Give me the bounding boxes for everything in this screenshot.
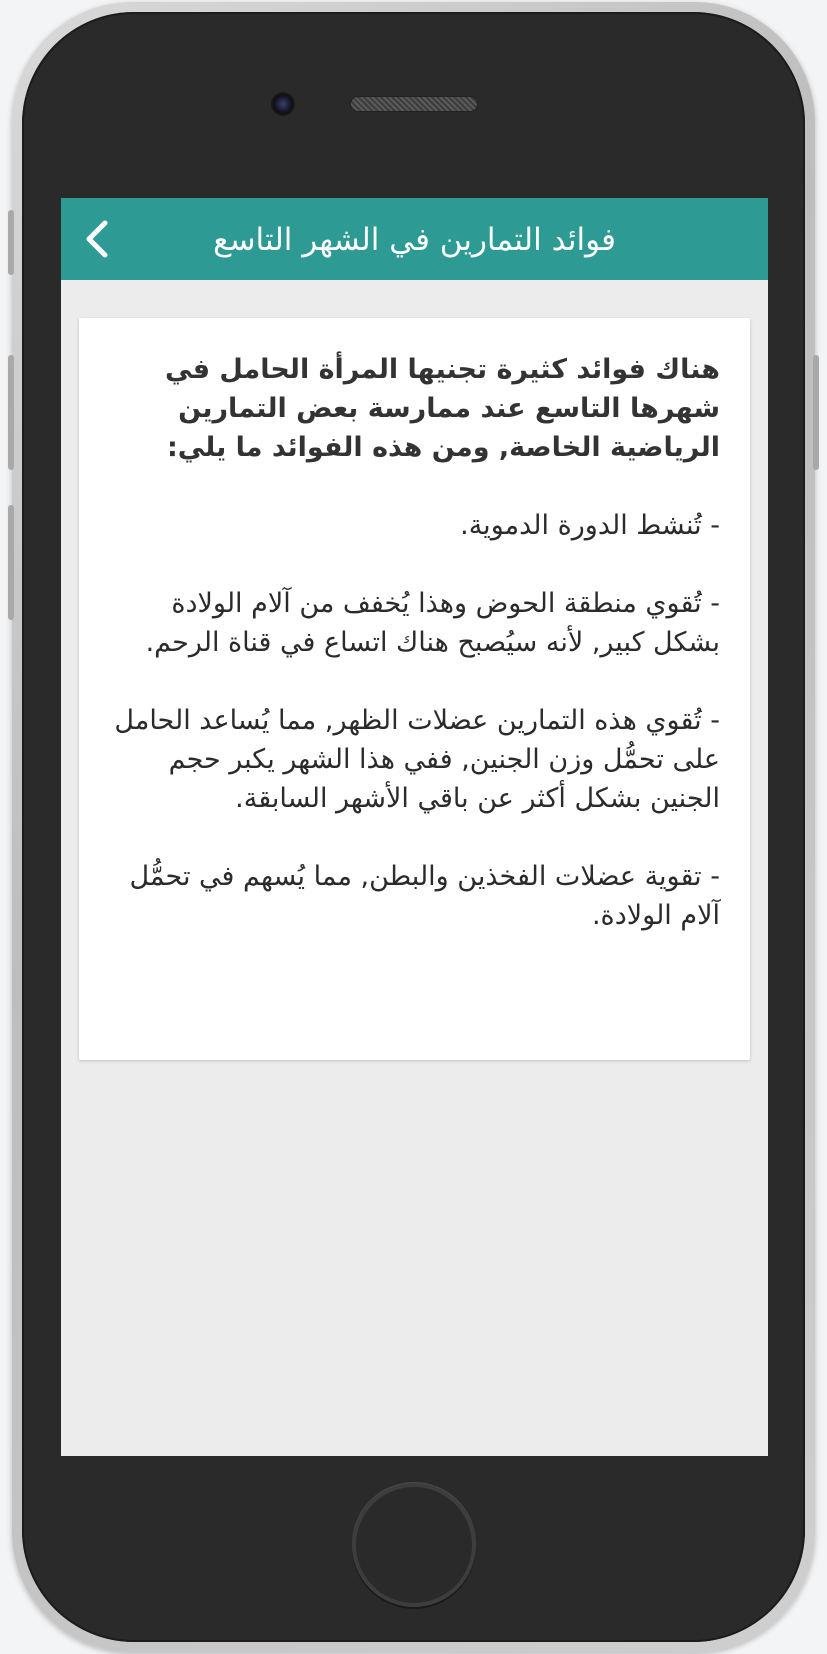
- benefit-item: - تقوية عضلات الفخذين والبطن, مما يُسهم في تحمُّل آلام الولادة.: [129, 861, 720, 931]
- back-button[interactable]: [71, 214, 121, 264]
- app-screen: [61, 198, 768, 1456]
- chevron-left-icon: [81, 219, 111, 259]
- benefit-item: - تُقوي هذه التمارين عضلات الظهر, مما يُساعد الحامل على تحمُّل وزن الجنين, ففي هذا الشهر يكبر حجم الجنين بشكل أكثر عن باقي الأشهر السابقة.: [114, 705, 720, 814]
- earpiece-speaker: [350, 96, 478, 112]
- front-camera-icon: [271, 92, 295, 116]
- page-title: فوائد التمارين في الشهر التاسع: [213, 221, 616, 258]
- home-button[interactable]: [352, 1483, 476, 1607]
- benefit-item: - تُقوي منطقة الحوض وهذا يُخفف من آلام الولادة بشكل كبير, لأنه سيُصبح هناك اتساع في قناة الرحم.: [145, 588, 720, 658]
- intro-paragraph: هناك فوائد كثيرة تجنيها المرأة الحامل في شهرها التاسع عند ممارسة بعض التمارين الرياضية الخاصة, ومن هذه الفوائد ما يلي:: [165, 354, 720, 463]
- app-bar: [61, 198, 768, 280]
- benefit-item: - تُنشط الدورة الدموية.: [460, 510, 720, 541]
- content-card: [79, 318, 750, 1060]
